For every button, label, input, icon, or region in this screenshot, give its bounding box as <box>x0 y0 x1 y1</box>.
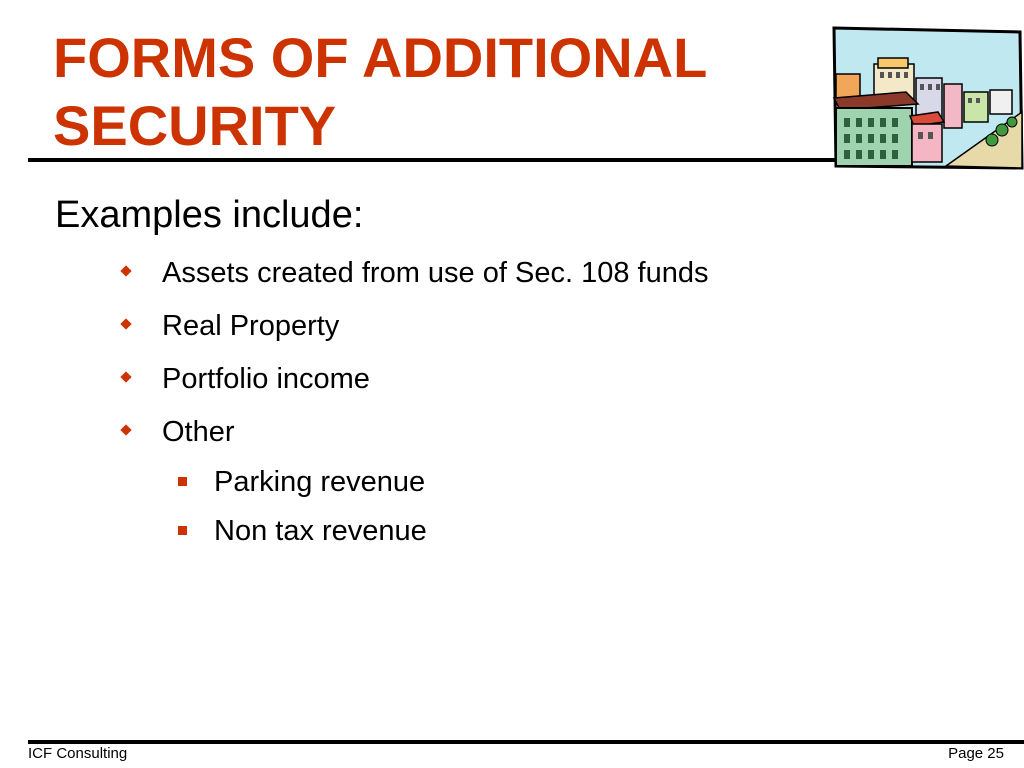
diamond-bullet-icon <box>120 265 131 276</box>
title-divider <box>28 158 840 162</box>
sub-list-item-text: Parking revenue <box>214 466 426 498</box>
sub-list-item-text: Non tax revenue <box>214 515 427 547</box>
intro-text: Examples include: <box>55 194 364 236</box>
list-item-text: Real Property <box>162 310 340 342</box>
diamond-bullet-icon <box>120 371 131 382</box>
diamond-bullet-icon <box>120 318 131 329</box>
square-bullet-icon <box>178 526 187 535</box>
footer-organization: ICF Consulting <box>28 745 128 762</box>
list-item-text: Portfolio income <box>162 363 370 395</box>
square-bullet-icon <box>178 477 187 486</box>
slide-title <box>53 24 707 160</box>
list-item-text: Other <box>162 416 235 448</box>
diamond-bullet-icon <box>120 424 131 435</box>
footer-divider <box>28 740 1024 744</box>
city-buildings-clipart-icon <box>826 22 1024 172</box>
slide-title-line-1: FORMS OF ADDITIONAL <box>53 26 708 89</box>
list-item-text: Assets created from use of Sec. 108 funds <box>162 257 709 289</box>
page-number: Page 25 <box>948 745 1004 762</box>
slide-title-line-2: SECURITY <box>53 94 337 157</box>
